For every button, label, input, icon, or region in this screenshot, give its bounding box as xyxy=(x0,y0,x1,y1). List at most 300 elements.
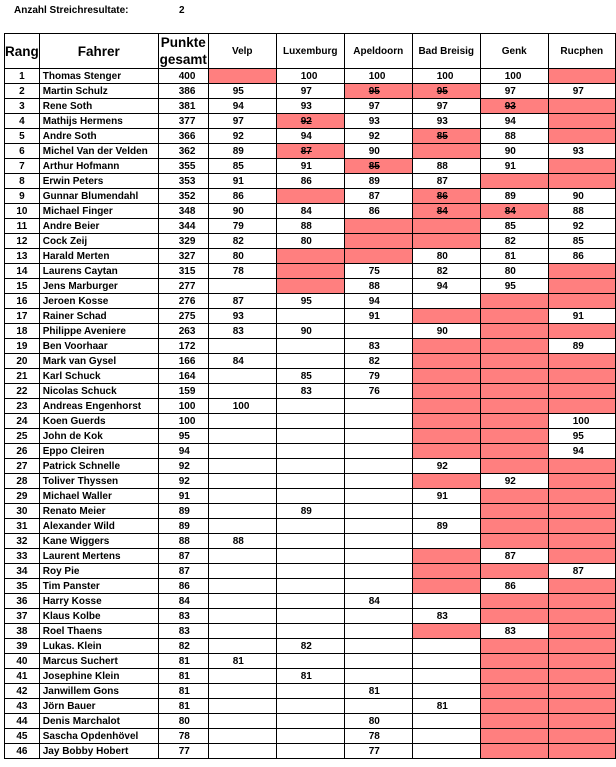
race-score-cell xyxy=(208,504,276,519)
rider-name-cell: Harry Kosse xyxy=(39,594,158,609)
rider-name-cell: Andre Soth xyxy=(39,129,158,144)
race-score-cell: 100 xyxy=(480,69,548,84)
rank-cell: 36 xyxy=(5,594,40,609)
table-row xyxy=(5,744,616,759)
total-points-cell: 92 xyxy=(158,474,208,489)
table-row xyxy=(5,714,616,729)
struck-score: 95 xyxy=(436,85,448,97)
race-score-cell xyxy=(480,519,548,534)
race-score-cell xyxy=(548,669,615,684)
rider-name-cell: Michael Finger xyxy=(39,204,158,219)
rider-name-cell: Denis Marchalot xyxy=(39,714,158,729)
rank-cell: 18 xyxy=(5,324,40,339)
struck-score: 85 xyxy=(436,130,448,142)
table-row xyxy=(5,384,616,399)
race-score-cell xyxy=(480,564,548,579)
race-score-cell xyxy=(480,444,548,459)
rank-cell: 3 xyxy=(5,99,40,114)
table-row xyxy=(5,504,616,519)
race-score-cell xyxy=(208,729,276,744)
struck-score-cell xyxy=(412,84,480,99)
total-points-cell: 355 xyxy=(158,159,208,174)
race-score-cell xyxy=(480,174,548,189)
race-score-cell xyxy=(208,579,276,594)
race-score-cell xyxy=(208,339,276,354)
table-row xyxy=(5,114,616,129)
struck-score: 92 xyxy=(300,115,312,127)
table-row xyxy=(5,309,616,324)
race-score-cell xyxy=(344,669,412,684)
race-score-cell xyxy=(208,639,276,654)
race-score-cell xyxy=(276,534,344,549)
table-row xyxy=(5,249,616,264)
table-row xyxy=(5,264,616,279)
col-header-race: Rucphen xyxy=(548,34,615,69)
rider-name-cell: Jens Marburger xyxy=(39,279,158,294)
total-points-cell: 172 xyxy=(158,339,208,354)
total-points-cell: 275 xyxy=(158,309,208,324)
total-points-cell: 92 xyxy=(158,459,208,474)
race-score-cell xyxy=(344,624,412,639)
race-score-cell xyxy=(344,399,412,414)
race-score-cell xyxy=(276,189,344,204)
rank-cell: 17 xyxy=(5,309,40,324)
race-score-cell xyxy=(208,519,276,534)
total-points-cell: 94 xyxy=(158,444,208,459)
table-row xyxy=(5,234,616,249)
race-score-cell: 90 xyxy=(412,324,480,339)
race-score-cell xyxy=(208,714,276,729)
rank-cell: 25 xyxy=(5,429,40,444)
race-score-cell xyxy=(548,264,615,279)
rider-name-cell: Klaus Kolbe xyxy=(39,609,158,624)
rank-cell: 32 xyxy=(5,534,40,549)
race-score-cell xyxy=(412,594,480,609)
race-score-cell: 97 xyxy=(208,114,276,129)
rank-cell: 19 xyxy=(5,339,40,354)
rider-name-cell: Marcus Suchert xyxy=(39,654,158,669)
race-score-cell: 97 xyxy=(276,84,344,99)
race-score-cell: 95 xyxy=(208,84,276,99)
race-score-cell xyxy=(412,744,480,759)
col-header-fahrer: Fahrer xyxy=(39,34,158,69)
rider-name-cell: Gunnar Blumendahl xyxy=(39,189,158,204)
struck-score-cell xyxy=(276,144,344,159)
col-header-punkte: Punkte gesamt xyxy=(159,35,207,67)
rider-name-cell: Rainer Schad xyxy=(39,309,158,324)
total-points-cell: 100 xyxy=(158,399,208,414)
rider-name-cell: Ben Voorhaar xyxy=(39,339,158,354)
total-points-cell: 88 xyxy=(158,534,208,549)
rank-cell: 26 xyxy=(5,444,40,459)
race-score-cell: 89 xyxy=(412,519,480,534)
table-row xyxy=(5,684,616,699)
race-score-cell xyxy=(208,414,276,429)
race-score-cell xyxy=(480,324,548,339)
struck-score-cell xyxy=(276,114,344,129)
race-score-cell xyxy=(276,609,344,624)
race-score-cell: 81 xyxy=(276,669,344,684)
table-row xyxy=(5,429,616,444)
race-score-cell xyxy=(344,249,412,264)
race-score-cell xyxy=(548,384,615,399)
race-score-cell xyxy=(208,429,276,444)
race-score-cell xyxy=(344,609,412,624)
total-points-cell: 89 xyxy=(158,504,208,519)
race-score-cell xyxy=(480,309,548,324)
race-score-cell xyxy=(548,99,615,114)
rank-cell: 44 xyxy=(5,714,40,729)
total-points-cell: 81 xyxy=(158,654,208,669)
race-score-cell: 85 xyxy=(208,159,276,174)
race-score-cell xyxy=(344,219,412,234)
total-points-cell: 277 xyxy=(158,279,208,294)
race-score-cell xyxy=(208,744,276,759)
race-score-cell xyxy=(548,639,615,654)
race-score-cell xyxy=(208,624,276,639)
race-score-cell xyxy=(480,369,548,384)
rank-cell: 29 xyxy=(5,489,40,504)
race-score-cell xyxy=(412,669,480,684)
race-score-cell: 80 xyxy=(276,234,344,249)
table-row xyxy=(5,459,616,474)
race-score-cell xyxy=(480,414,548,429)
rank-cell: 42 xyxy=(5,684,40,699)
race-score-cell xyxy=(412,624,480,639)
race-score-cell: 100 xyxy=(548,414,615,429)
race-score-cell xyxy=(412,354,480,369)
race-score-cell: 89 xyxy=(480,189,548,204)
col-header-race: Genk xyxy=(480,34,548,69)
rider-name-cell: Jörn Bauer xyxy=(39,699,158,714)
table-row xyxy=(5,144,616,159)
race-score-cell: 88 xyxy=(480,129,548,144)
race-score-cell xyxy=(208,594,276,609)
total-points-cell: 348 xyxy=(158,204,208,219)
race-score-cell: 97 xyxy=(344,99,412,114)
race-score-cell: 94 xyxy=(276,129,344,144)
race-score-cell: 90 xyxy=(344,144,412,159)
rider-name-cell: Mark van Gysel xyxy=(39,354,158,369)
race-score-cell xyxy=(480,459,548,474)
race-score-cell xyxy=(208,564,276,579)
race-score-cell xyxy=(412,339,480,354)
race-score-cell: 88 xyxy=(276,219,344,234)
rider-name-cell: Koen Guerds xyxy=(39,414,158,429)
rider-name-cell: Thomas Stenger xyxy=(39,69,158,84)
race-score-cell xyxy=(412,729,480,744)
race-score-cell xyxy=(548,534,615,549)
table-row xyxy=(5,294,616,309)
table-row xyxy=(5,219,616,234)
race-score-cell: 90 xyxy=(480,144,548,159)
total-points-cell: 344 xyxy=(158,219,208,234)
col-header-race: Apeldoorn xyxy=(344,34,412,69)
race-score-cell: 75 xyxy=(344,264,412,279)
race-score-cell: 79 xyxy=(208,219,276,234)
rank-cell: 6 xyxy=(5,144,40,159)
race-score-cell: 92 xyxy=(412,459,480,474)
race-score-cell xyxy=(276,699,344,714)
race-score-cell xyxy=(344,699,412,714)
race-score-cell xyxy=(208,459,276,474)
struck-score: 87 xyxy=(300,145,312,157)
race-score-cell xyxy=(548,579,615,594)
race-score-cell: 87 xyxy=(480,549,548,564)
race-score-cell xyxy=(412,564,480,579)
race-score-cell: 82 xyxy=(276,639,344,654)
race-score-cell xyxy=(344,444,412,459)
race-score-cell xyxy=(276,474,344,489)
rider-name-cell: Laurens Caytan xyxy=(39,264,158,279)
race-score-cell xyxy=(276,399,344,414)
race-score-cell xyxy=(480,294,548,309)
race-score-cell: 87 xyxy=(208,294,276,309)
race-score-cell xyxy=(548,594,615,609)
rank-cell: 15 xyxy=(5,279,40,294)
total-points-cell: 164 xyxy=(158,369,208,384)
total-points-cell: 159 xyxy=(158,384,208,399)
race-score-cell xyxy=(412,294,480,309)
rank-cell: 11 xyxy=(5,219,40,234)
race-score-cell xyxy=(208,699,276,714)
struck-score-cell xyxy=(344,84,412,99)
struck-score: 95 xyxy=(368,85,380,97)
race-score-cell: 94 xyxy=(548,444,615,459)
race-score-cell xyxy=(276,429,344,444)
race-score-cell: 92 xyxy=(344,129,412,144)
race-score-cell: 88 xyxy=(548,204,615,219)
struck-score-cell xyxy=(480,204,548,219)
rider-name-cell: Jeroen Kosse xyxy=(39,294,158,309)
race-score-cell: 80 xyxy=(480,264,548,279)
race-score-cell xyxy=(480,639,548,654)
race-score-cell: 100 xyxy=(412,69,480,84)
header-row xyxy=(5,34,616,69)
race-score-cell: 82 xyxy=(208,234,276,249)
race-score-cell xyxy=(412,534,480,549)
struck-score-cell xyxy=(344,159,412,174)
rank-cell: 13 xyxy=(5,249,40,264)
race-score-cell: 84 xyxy=(208,354,276,369)
race-score-cell xyxy=(208,444,276,459)
rider-name-cell: Harald Merten xyxy=(39,249,158,264)
race-score-cell: 90 xyxy=(276,324,344,339)
struck-score-cell xyxy=(412,189,480,204)
race-score-cell: 89 xyxy=(208,144,276,159)
rider-name-cell: John de Kok xyxy=(39,429,158,444)
race-score-cell: 93 xyxy=(208,309,276,324)
race-score-cell: 85 xyxy=(276,369,344,384)
table-row xyxy=(5,534,616,549)
race-score-cell xyxy=(344,654,412,669)
race-score-cell xyxy=(344,414,412,429)
total-points-cell: 352 xyxy=(158,189,208,204)
race-score-cell xyxy=(344,549,412,564)
race-score-cell xyxy=(548,459,615,474)
table-row xyxy=(5,129,616,144)
total-points-cell: 91 xyxy=(158,489,208,504)
total-points-cell: 87 xyxy=(158,564,208,579)
rank-cell: 10 xyxy=(5,204,40,219)
race-score-cell xyxy=(208,369,276,384)
total-points-cell: 377 xyxy=(158,114,208,129)
rider-name-cell: Toliver Thyssen xyxy=(39,474,158,489)
race-score-cell xyxy=(480,744,548,759)
race-score-cell: 86 xyxy=(276,174,344,189)
race-score-cell xyxy=(276,459,344,474)
race-score-cell xyxy=(548,609,615,624)
race-score-cell xyxy=(548,129,615,144)
race-score-cell xyxy=(548,654,615,669)
struck-score-cell xyxy=(480,99,548,114)
race-score-cell: 89 xyxy=(548,339,615,354)
race-score-cell: 94 xyxy=(344,294,412,309)
rank-cell: 4 xyxy=(5,114,40,129)
table-row xyxy=(5,339,616,354)
race-score-cell xyxy=(480,594,548,609)
rider-name-cell: Michael Waller xyxy=(39,489,158,504)
race-score-cell: 86 xyxy=(344,204,412,219)
col-header-race: Bad Breisig xyxy=(412,34,480,69)
rank-cell: 37 xyxy=(5,609,40,624)
race-score-cell xyxy=(548,474,615,489)
total-points-cell: 87 xyxy=(158,549,208,564)
race-score-cell: 84 xyxy=(344,594,412,609)
table-row xyxy=(5,399,616,414)
race-score-cell xyxy=(412,414,480,429)
rider-name-cell: Lukas. Klein xyxy=(39,639,158,654)
race-score-cell: 90 xyxy=(208,204,276,219)
table-row xyxy=(5,549,616,564)
table-row xyxy=(5,369,616,384)
race-score-cell xyxy=(480,609,548,624)
race-score-cell: 78 xyxy=(344,729,412,744)
race-score-cell xyxy=(276,579,344,594)
strike-results-label: Anzahl Streichresultate: xyxy=(14,5,129,16)
table-row xyxy=(5,639,616,654)
rider-name-cell: Josephine Klein xyxy=(39,669,158,684)
total-points-cell: 81 xyxy=(158,699,208,714)
race-score-cell xyxy=(548,279,615,294)
rank-cell: 20 xyxy=(5,354,40,369)
race-score-cell: 83 xyxy=(412,609,480,624)
race-score-cell xyxy=(412,429,480,444)
rank-cell: 31 xyxy=(5,519,40,534)
rank-cell: 28 xyxy=(5,474,40,489)
total-points-cell: 263 xyxy=(158,324,208,339)
race-score-cell: 89 xyxy=(276,504,344,519)
race-score-cell xyxy=(208,69,276,84)
total-points-cell: 83 xyxy=(158,609,208,624)
race-score-cell xyxy=(548,684,615,699)
race-score-cell: 87 xyxy=(344,189,412,204)
race-score-cell xyxy=(208,549,276,564)
rank-cell: 5 xyxy=(5,129,40,144)
rider-name-cell: Janwillem Gons xyxy=(39,684,158,699)
total-points-cell: 276 xyxy=(158,294,208,309)
race-score-cell: 89 xyxy=(344,174,412,189)
race-score-cell: 83 xyxy=(480,624,548,639)
race-score-cell: 94 xyxy=(480,114,548,129)
race-score-cell xyxy=(344,474,412,489)
total-points-cell: 84 xyxy=(158,594,208,609)
race-score-cell: 95 xyxy=(548,429,615,444)
race-score-cell xyxy=(276,414,344,429)
race-score-cell xyxy=(480,339,548,354)
race-score-cell xyxy=(548,504,615,519)
total-points-cell: 329 xyxy=(158,234,208,249)
rank-cell: 45 xyxy=(5,729,40,744)
race-score-cell: 87 xyxy=(548,564,615,579)
rank-cell: 34 xyxy=(5,564,40,579)
table-row xyxy=(5,324,616,339)
race-score-cell xyxy=(208,489,276,504)
total-points-cell: 78 xyxy=(158,729,208,744)
race-score-cell: 79 xyxy=(344,369,412,384)
race-score-cell xyxy=(276,654,344,669)
rider-name-cell: Karl Schuck xyxy=(39,369,158,384)
race-score-cell xyxy=(412,474,480,489)
rank-cell: 30 xyxy=(5,504,40,519)
race-score-cell: 83 xyxy=(208,324,276,339)
rank-cell: 21 xyxy=(5,369,40,384)
rider-name-cell: Philippe Aveniere xyxy=(39,324,158,339)
race-score-cell xyxy=(548,294,615,309)
total-points-cell: 86 xyxy=(158,579,208,594)
total-points-cell: 80 xyxy=(158,714,208,729)
total-points-cell: 353 xyxy=(158,174,208,189)
race-score-cell xyxy=(412,444,480,459)
table-row xyxy=(5,564,616,579)
race-score-cell xyxy=(480,504,548,519)
rider-name-cell: Andre Beier xyxy=(39,219,158,234)
rank-cell: 14 xyxy=(5,264,40,279)
race-score-cell xyxy=(412,384,480,399)
race-score-cell: 80 xyxy=(208,249,276,264)
rank-cell: 9 xyxy=(5,189,40,204)
race-score-cell: 81 xyxy=(344,684,412,699)
race-score-cell: 97 xyxy=(548,84,615,99)
rank-cell: 33 xyxy=(5,549,40,564)
table-row xyxy=(5,669,616,684)
race-score-cell: 82 xyxy=(344,354,412,369)
race-score-cell: 92 xyxy=(480,474,548,489)
race-score-cell xyxy=(480,699,548,714)
race-score-cell xyxy=(276,339,344,354)
race-score-cell xyxy=(344,504,412,519)
table-row xyxy=(5,729,616,744)
rider-name-cell: Tim Panster xyxy=(39,579,158,594)
table-row xyxy=(5,609,616,624)
table-row xyxy=(5,69,616,84)
race-score-cell xyxy=(412,234,480,249)
table-row xyxy=(5,699,616,714)
total-points-cell: 100 xyxy=(158,414,208,429)
race-score-cell: 91 xyxy=(548,309,615,324)
col-header-rang: Rang xyxy=(5,34,40,69)
rank-cell: 7 xyxy=(5,159,40,174)
race-score-cell xyxy=(276,714,344,729)
race-score-cell xyxy=(548,114,615,129)
strike-results-value: 2 xyxy=(179,5,185,16)
table-row xyxy=(5,354,616,369)
race-score-cell: 93 xyxy=(412,114,480,129)
race-score-cell xyxy=(548,69,615,84)
race-score-cell: 88 xyxy=(208,534,276,549)
race-score-cell: 86 xyxy=(480,579,548,594)
total-points-cell: 381 xyxy=(158,99,208,114)
